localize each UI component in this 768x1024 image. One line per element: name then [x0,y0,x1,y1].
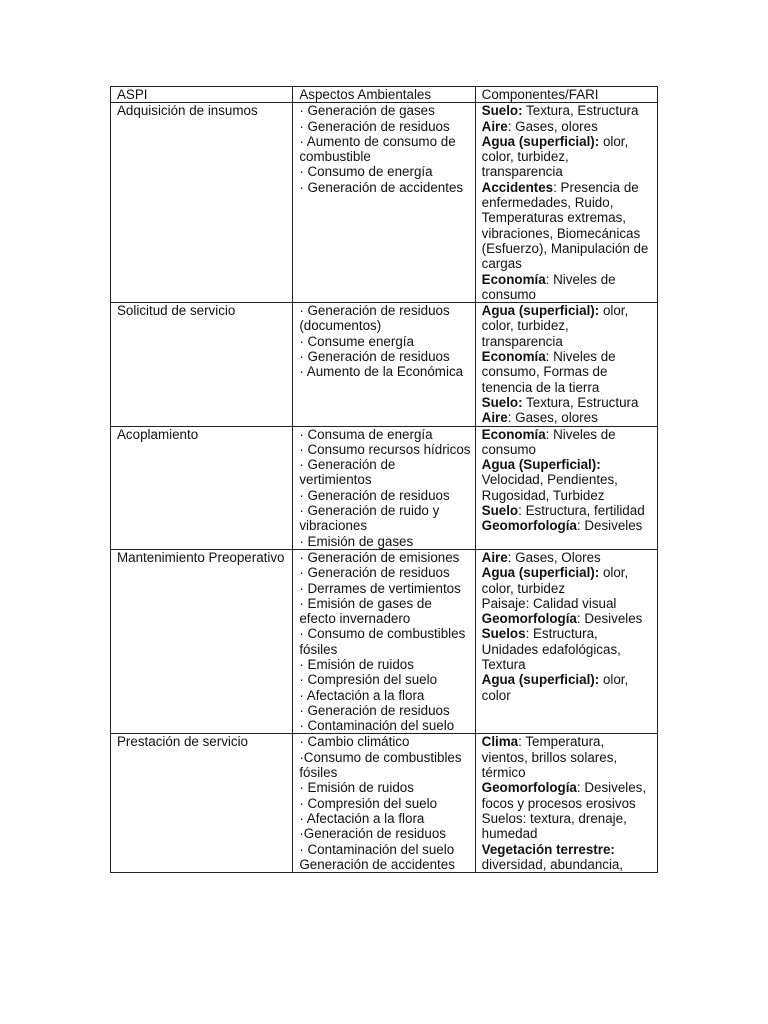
component-label: Suelos [481,626,526,642]
aspectos-cell [293,549,475,734]
component-entry [482,565,653,596]
componentes-cell [475,103,657,303]
component-entry [482,596,653,611]
aspect-item: · Generación de residuos [299,487,450,503]
component-label: Agua (superficial): [481,303,600,319]
componentes-cell [475,303,657,426]
component-text: : Estructura, Unidades edafológicas, Textura [481,626,621,672]
aspect-item: · Contaminación del suelo [299,718,455,734]
aspi-cell: Solicitud de servicio [111,303,293,426]
header-aspectos-ambientales: Aspectos Ambientales [293,87,475,103]
component-text: : Gases, Olores [507,549,601,565]
component-text: olor, color [481,672,629,703]
table-row [111,734,658,873]
aspect-item: · Derrames de vertimientos [299,580,461,596]
component-entry [482,272,653,303]
aspect-item: · Consumo recursos hídricos [299,441,471,457]
component-entry [482,180,653,272]
header-componentes-fari: Componentes/FARI [475,87,657,103]
component-entry [482,611,653,626]
aspect-item: · Generación de emisiones [299,549,460,565]
aspect-item: · Compresión del suelo [299,795,438,811]
component-entry [482,395,653,410]
aspect-item: ·Consumo de combustibles fósiles [299,749,462,781]
component-text: Paisaje: Calidad visual [481,595,617,611]
component-text: olor, color, turbidez [481,565,629,596]
aspect-item: · Cambio climático [299,734,410,750]
component-text: Suelos: textura, drenaje, humedad [481,810,627,842]
component-label: Agua (Superficial): [481,457,601,473]
aspect-item: ·Generación de residuos [299,826,446,842]
component-label: Geomorfología [481,611,577,627]
component-label: Geomorfología [481,780,577,796]
aspect-item: · Emisión de gases de efecto invernadero [299,595,432,627]
component-text: : Gases, olores [507,410,598,426]
component-text: : Niveles de consumo [481,426,616,457]
aspi-cell: Acoplamiento [111,426,293,549]
component-label: Suelo: [481,394,523,410]
component-entry [482,103,653,118]
component-label: Aire [481,549,508,565]
component-text: : Gases, olores [507,118,598,134]
aspect-item: · Afectación a la flora [299,810,425,826]
component-label: Agua (superficial): [481,565,600,581]
aspect-item: · Consumo de energía [299,164,433,180]
aspect-item: · Emisión de gases [299,533,414,549]
component-text: : Temperatura, vientos, brillos solares, térmico [481,734,618,781]
aspect-item: · Compresión del suelo [299,672,438,688]
component-entry [482,303,653,349]
aspect-item: · Contaminación del suelo [299,841,455,857]
component-label: Clima [481,734,519,750]
environmental-aspects-table [110,86,658,873]
componentes-cell [475,734,657,873]
component-text: : Desiveles, focos y procesos erosivos [481,780,647,811]
component-entry [482,780,653,811]
component-text: : Desiveles [576,611,643,627]
component-entry [482,503,653,518]
table-row [111,426,658,549]
component-entry [482,134,653,180]
component-label: Economía [481,349,546,365]
component-label: Economía [481,426,546,442]
aspect-item: · Generación de residuos [299,349,450,365]
component-text: : Niveles de consumo [481,271,616,302]
aspect-item: · Generación de residuos (documentos) [299,303,450,334]
aspectos-cell [293,103,475,303]
component-entry [482,550,653,565]
aspi-cell: Prestación de servicio [111,734,293,873]
component-text: Textura, Estructura [522,103,639,119]
aspect-item: · Generación de residuos [299,565,450,581]
component-entry [482,427,653,458]
component-entry [482,626,653,672]
component-label: Suelo [481,503,519,519]
component-text: : Presencia de enfermedades, Ruido, Temperaturas extremas, vibraciones, Biomecánicas (Esfuerzo), Manipulación de cargas [481,179,649,272]
component-entry [482,457,653,503]
component-label: Agua (superficial): [481,672,600,688]
component-text: : Desiveles [576,518,643,534]
component-text: : Estructura, fertilidad [518,503,645,519]
component-entry [482,842,653,857]
aspect-item: · Emisión de ruidos [299,780,414,796]
component-text: : Niveles de consumo, Formas de tenencia de la tierra [481,349,616,395]
aspect-item: · Aumento de la Económica [299,364,464,380]
header-aspi: ASPI [111,87,293,103]
aspect-item: · Consume energía [299,333,414,349]
aspect-item: · Generación de ruido y vibraciones [299,503,440,534]
component-text: Textura, Estructura [522,394,639,410]
table-header-row [111,87,658,103]
component-label: Economía [481,271,546,287]
aspect-item: · Aumento de consumo de combustible [299,133,456,165]
component-label: Vegetación terrestre: [481,841,615,857]
component-text: diversidad, abundancia, [481,856,624,872]
component-text: Velocidad, Pendientes, Rugosidad, Turbidez [481,472,618,503]
aspi-cell: Adquisición de insumos [111,103,293,303]
component-entry [482,349,653,395]
component-entry [482,811,653,842]
component-entry [482,119,653,134]
aspectos-cell [293,734,475,873]
aspect-item: · Generación de residuos [299,702,450,718]
aspect-item: · Afectación a la flora [299,687,425,703]
component-entry [482,518,653,533]
aspectos-cell [293,303,475,426]
component-label: Aire [481,118,508,134]
component-label: Suelo: [481,103,523,119]
component-entry [482,410,653,425]
component-entry [482,857,653,872]
aspect-item: · Generación de gases [299,103,435,119]
component-label: Aire [481,410,508,426]
aspect-item: · Generación de accidentes [299,179,464,195]
table-body [111,103,658,873]
table-row [111,303,658,426]
table-row [111,103,658,303]
componentes-cell [475,549,657,734]
aspect-item: · Consuma de energía [299,426,433,442]
aspect-item: · Consumo de combustibles fósiles [299,626,466,657]
component-entry [482,734,653,780]
component-entry [482,672,653,703]
component-label: Geomorfología [481,518,577,534]
component-text: olor, color, turbidez, transparencia [481,303,629,349]
component-text: olor, color, turbidez, transparencia [481,133,629,180]
aspect-item: · Generación de residuos [299,118,450,134]
componentes-cell [475,426,657,549]
component-label: Accidentes [481,179,554,195]
table-row [111,549,658,734]
aspect-item: · Emisión de ruidos [299,656,414,672]
aspect-item: · Generación de vertimientos [299,457,396,488]
aspect-item: Generación de accidentes [299,856,455,872]
aspi-cell: Mantenimiento Preoperativo [111,549,293,734]
component-label: Agua (superficial): [481,133,600,149]
aspectos-cell [293,426,475,549]
